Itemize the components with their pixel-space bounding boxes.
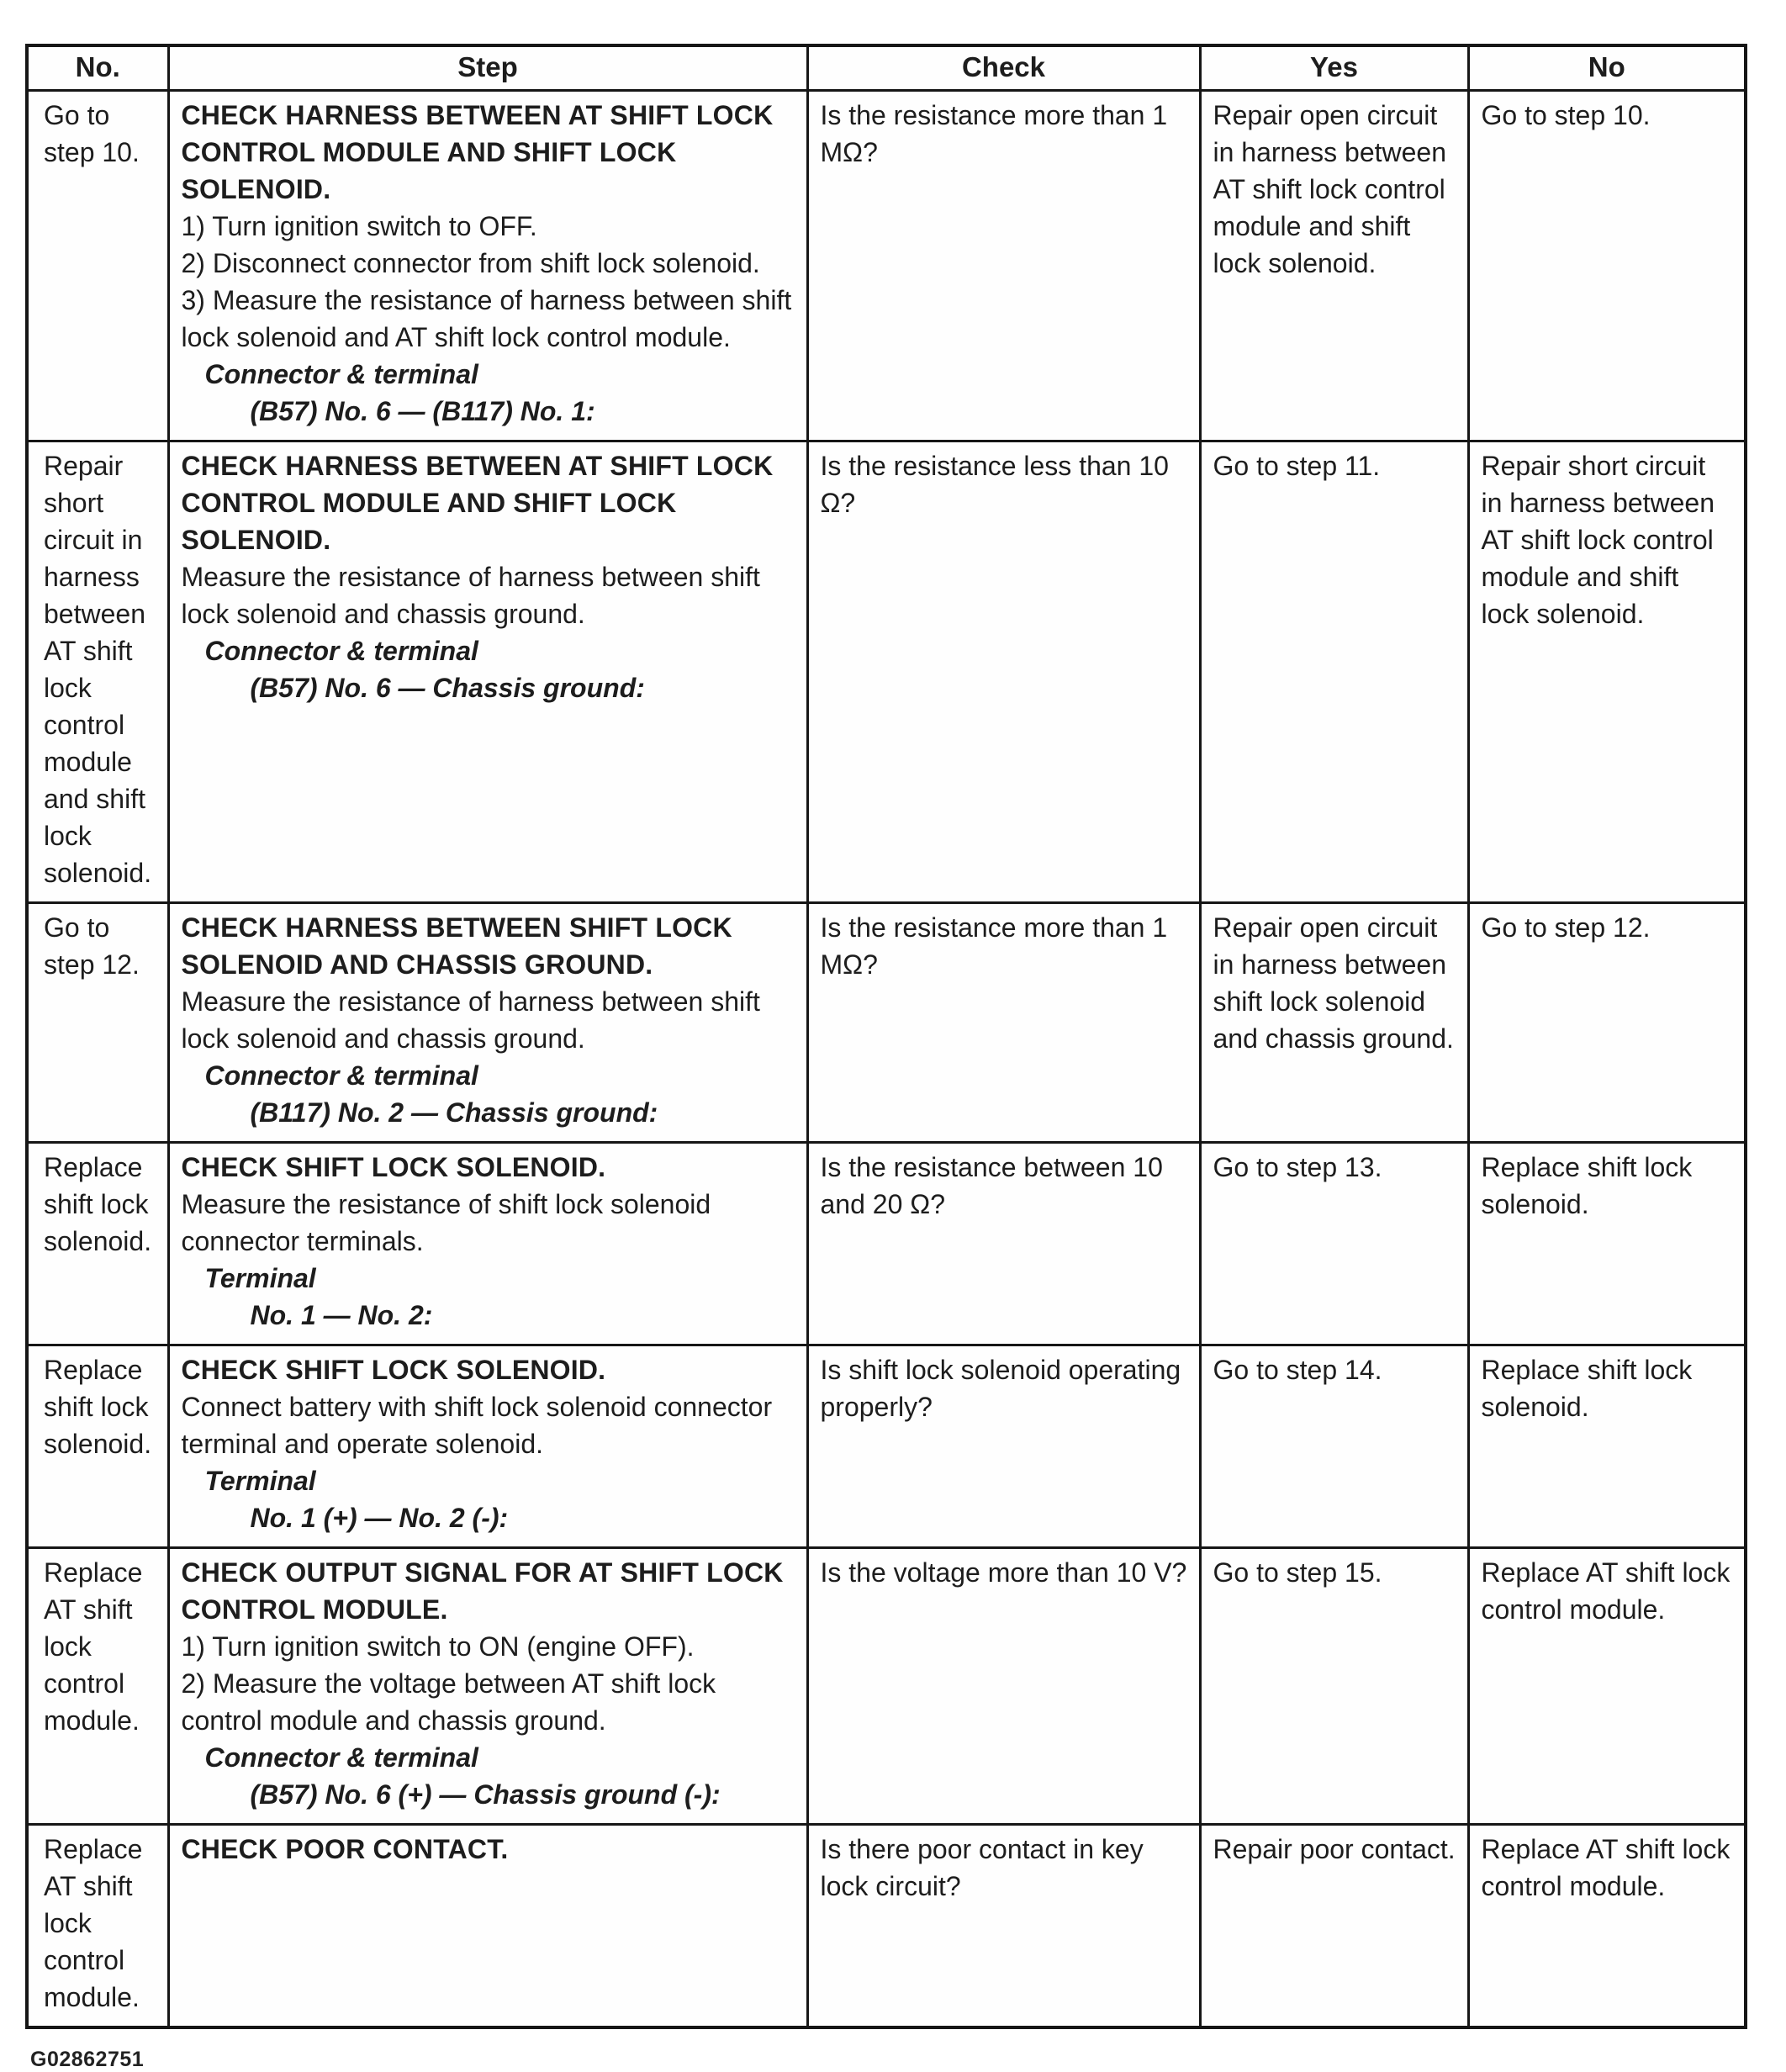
table-row	[27, 441, 1746, 903]
row-no-cell: Replace shift lock solenoid.	[1468, 1345, 1746, 1548]
row-step-number: Repair short circuit in harness between AT shift lock control module and shift lock solenoid.	[27, 441, 168, 903]
step-line-body: 2) Measure the voltage between AT shift lock control module and chassis ground.	[181, 1668, 716, 1736]
step-line-body: Measure the resistance of harness between shift lock solenoid and chassis ground.	[181, 562, 760, 629]
row-yes-cell: Go to step 15.	[1200, 1548, 1468, 1825]
row-step-number: Go to step 10.	[27, 91, 168, 441]
row-yes-cell: Go to step 14.	[1200, 1345, 1468, 1548]
row-no-cell: Replace AT shift lock control module.	[1468, 1825, 1746, 2028]
column-header-step: Step	[168, 45, 807, 91]
step-line-heading: CHECK HARNESS BETWEEN AT SHIFT LOCK CONTROL MODULE AND SHIFT LOCK SOLENOID.	[181, 100, 774, 204]
figure-code: G02862751	[30, 2048, 145, 2071]
step-line-label: Terminal	[204, 1466, 316, 1496]
column-header-no: No.	[27, 45, 168, 91]
table-row	[27, 1345, 1746, 1548]
row-no-cell: Repair short circuit in harness between AT shift lock control module and shift lock solenoid.	[1468, 441, 1746, 903]
row-check-cell: Is the resistance less than 10 Ω?	[807, 441, 1200, 903]
step-line-value: (B57) No. 6 — Chassis ground:	[250, 673, 645, 703]
row-check-cell: Is the voltage more than 10 V?	[807, 1548, 1200, 1825]
step-line-label: Connector & terminal	[204, 359, 478, 389]
row-no-cell: Replace AT shift lock control module.	[1468, 1548, 1746, 1825]
row-step-cell	[168, 1345, 807, 1548]
table-row	[27, 91, 1746, 441]
step-line-body: Measure the resistance of shift lock solenoid connector terminals.	[181, 1189, 711, 1256]
step-line-heading: CHECK OUTPUT SIGNAL FOR AT SHIFT LOCK CONTROL MODULE.	[181, 1557, 784, 1625]
row-check-cell: Is the resistance between 10 and 20 Ω?	[807, 1143, 1200, 1345]
row-yes-cell: Go to step 11.	[1200, 441, 1468, 903]
step-line-label: Connector & terminal	[204, 1742, 478, 1773]
row-step-cell	[168, 441, 807, 903]
row-check-cell: Is there poor contact in key lock circuit?	[807, 1825, 1200, 2028]
step-line-value: No. 1 (+) — No. 2 (-):	[250, 1503, 509, 1533]
step-line-heading: CHECK POOR CONTACT.	[181, 1834, 509, 1864]
row-yes-cell: Repair poor contact.	[1200, 1825, 1468, 2028]
step-line-heading: CHECK SHIFT LOCK SOLENOID.	[181, 1355, 606, 1385]
step-line-body: 1) Turn ignition switch to OFF.	[181, 211, 537, 241]
row-yes-cell: Repair open circuit in harness between shift lock solenoid and chassis ground.	[1200, 903, 1468, 1143]
step-line-heading: CHECK HARNESS BETWEEN AT SHIFT LOCK CONTROL MODULE AND SHIFT LOCK SOLENOID.	[181, 451, 774, 555]
row-step-number: Replace AT shift lock control module.	[27, 1548, 168, 1825]
column-header-no-action: No	[1468, 45, 1746, 91]
step-line-label: Connector & terminal	[204, 1060, 478, 1091]
row-step-number: Replace AT shift lock control module.	[27, 1825, 168, 2028]
row-step-cell	[168, 91, 807, 441]
table-header-row	[27, 45, 1746, 91]
row-step-number: Go to step 12.	[27, 903, 168, 1143]
step-line-body: Connect battery with shift lock solenoid connector terminal and operate solenoid.	[181, 1392, 773, 1459]
row-yes-cell: Go to step 13.	[1200, 1143, 1468, 1345]
step-line-body: Measure the resistance of harness between shift lock solenoid and chassis ground.	[181, 986, 760, 1054]
step-line-heading: CHECK SHIFT LOCK SOLENOID.	[181, 1152, 606, 1182]
step-line-body: 2) Disconnect connector from shift lock solenoid.	[181, 248, 760, 278]
row-check-cell: Is shift lock solenoid operating properly?	[807, 1345, 1200, 1548]
row-yes-cell: Repair open circuit in harness between AT shift lock control module and shift lock solenoid.	[1200, 91, 1468, 441]
table-row	[27, 1548, 1746, 1825]
column-header-yes: Yes	[1200, 45, 1468, 91]
step-line-label: Terminal	[204, 1263, 316, 1293]
column-header-check: Check	[807, 45, 1200, 91]
row-step-cell	[168, 903, 807, 1143]
step-line-value: (B57) No. 6 (+) — Chassis ground (-):	[250, 1779, 721, 1810]
row-step-number: Replace shift lock solenoid.	[27, 1143, 168, 1345]
row-step-number: Replace shift lock solenoid.	[27, 1345, 168, 1548]
row-step-cell	[168, 1548, 807, 1825]
step-line-value: (B117) No. 2 — Chassis ground:	[250, 1097, 658, 1128]
step-line-label: Connector & terminal	[204, 636, 478, 666]
step-line-value: No. 1 — No. 2:	[250, 1300, 433, 1330]
row-no-cell: Go to step 12.	[1468, 903, 1746, 1143]
row-no-cell: Go to step 10.	[1468, 91, 1746, 441]
table-row	[27, 1143, 1746, 1345]
row-no-cell: Replace shift lock solenoid.	[1468, 1143, 1746, 1345]
row-step-cell	[168, 1825, 807, 2028]
row-check-cell: Is the resistance more than 1 MΩ?	[807, 91, 1200, 441]
diagnostic-table	[25, 44, 1747, 2029]
table-row	[27, 903, 1746, 1143]
step-line-value: (B57) No. 6 — (B117) No. 1:	[250, 396, 595, 426]
row-step-cell	[168, 1143, 807, 1345]
table-row	[27, 1825, 1746, 2028]
step-line-heading: CHECK HARNESS BETWEEN SHIFT LOCK SOLENOID AND CHASSIS GROUND.	[181, 912, 732, 980]
step-line-body: 3) Measure the resistance of harness between shift lock solenoid and AT shift lock control module.	[181, 285, 792, 352]
row-check-cell: Is the resistance more than 1 MΩ?	[807, 903, 1200, 1143]
step-line-body: 1) Turn ignition switch to ON (engine OFF).	[181, 1631, 695, 1662]
